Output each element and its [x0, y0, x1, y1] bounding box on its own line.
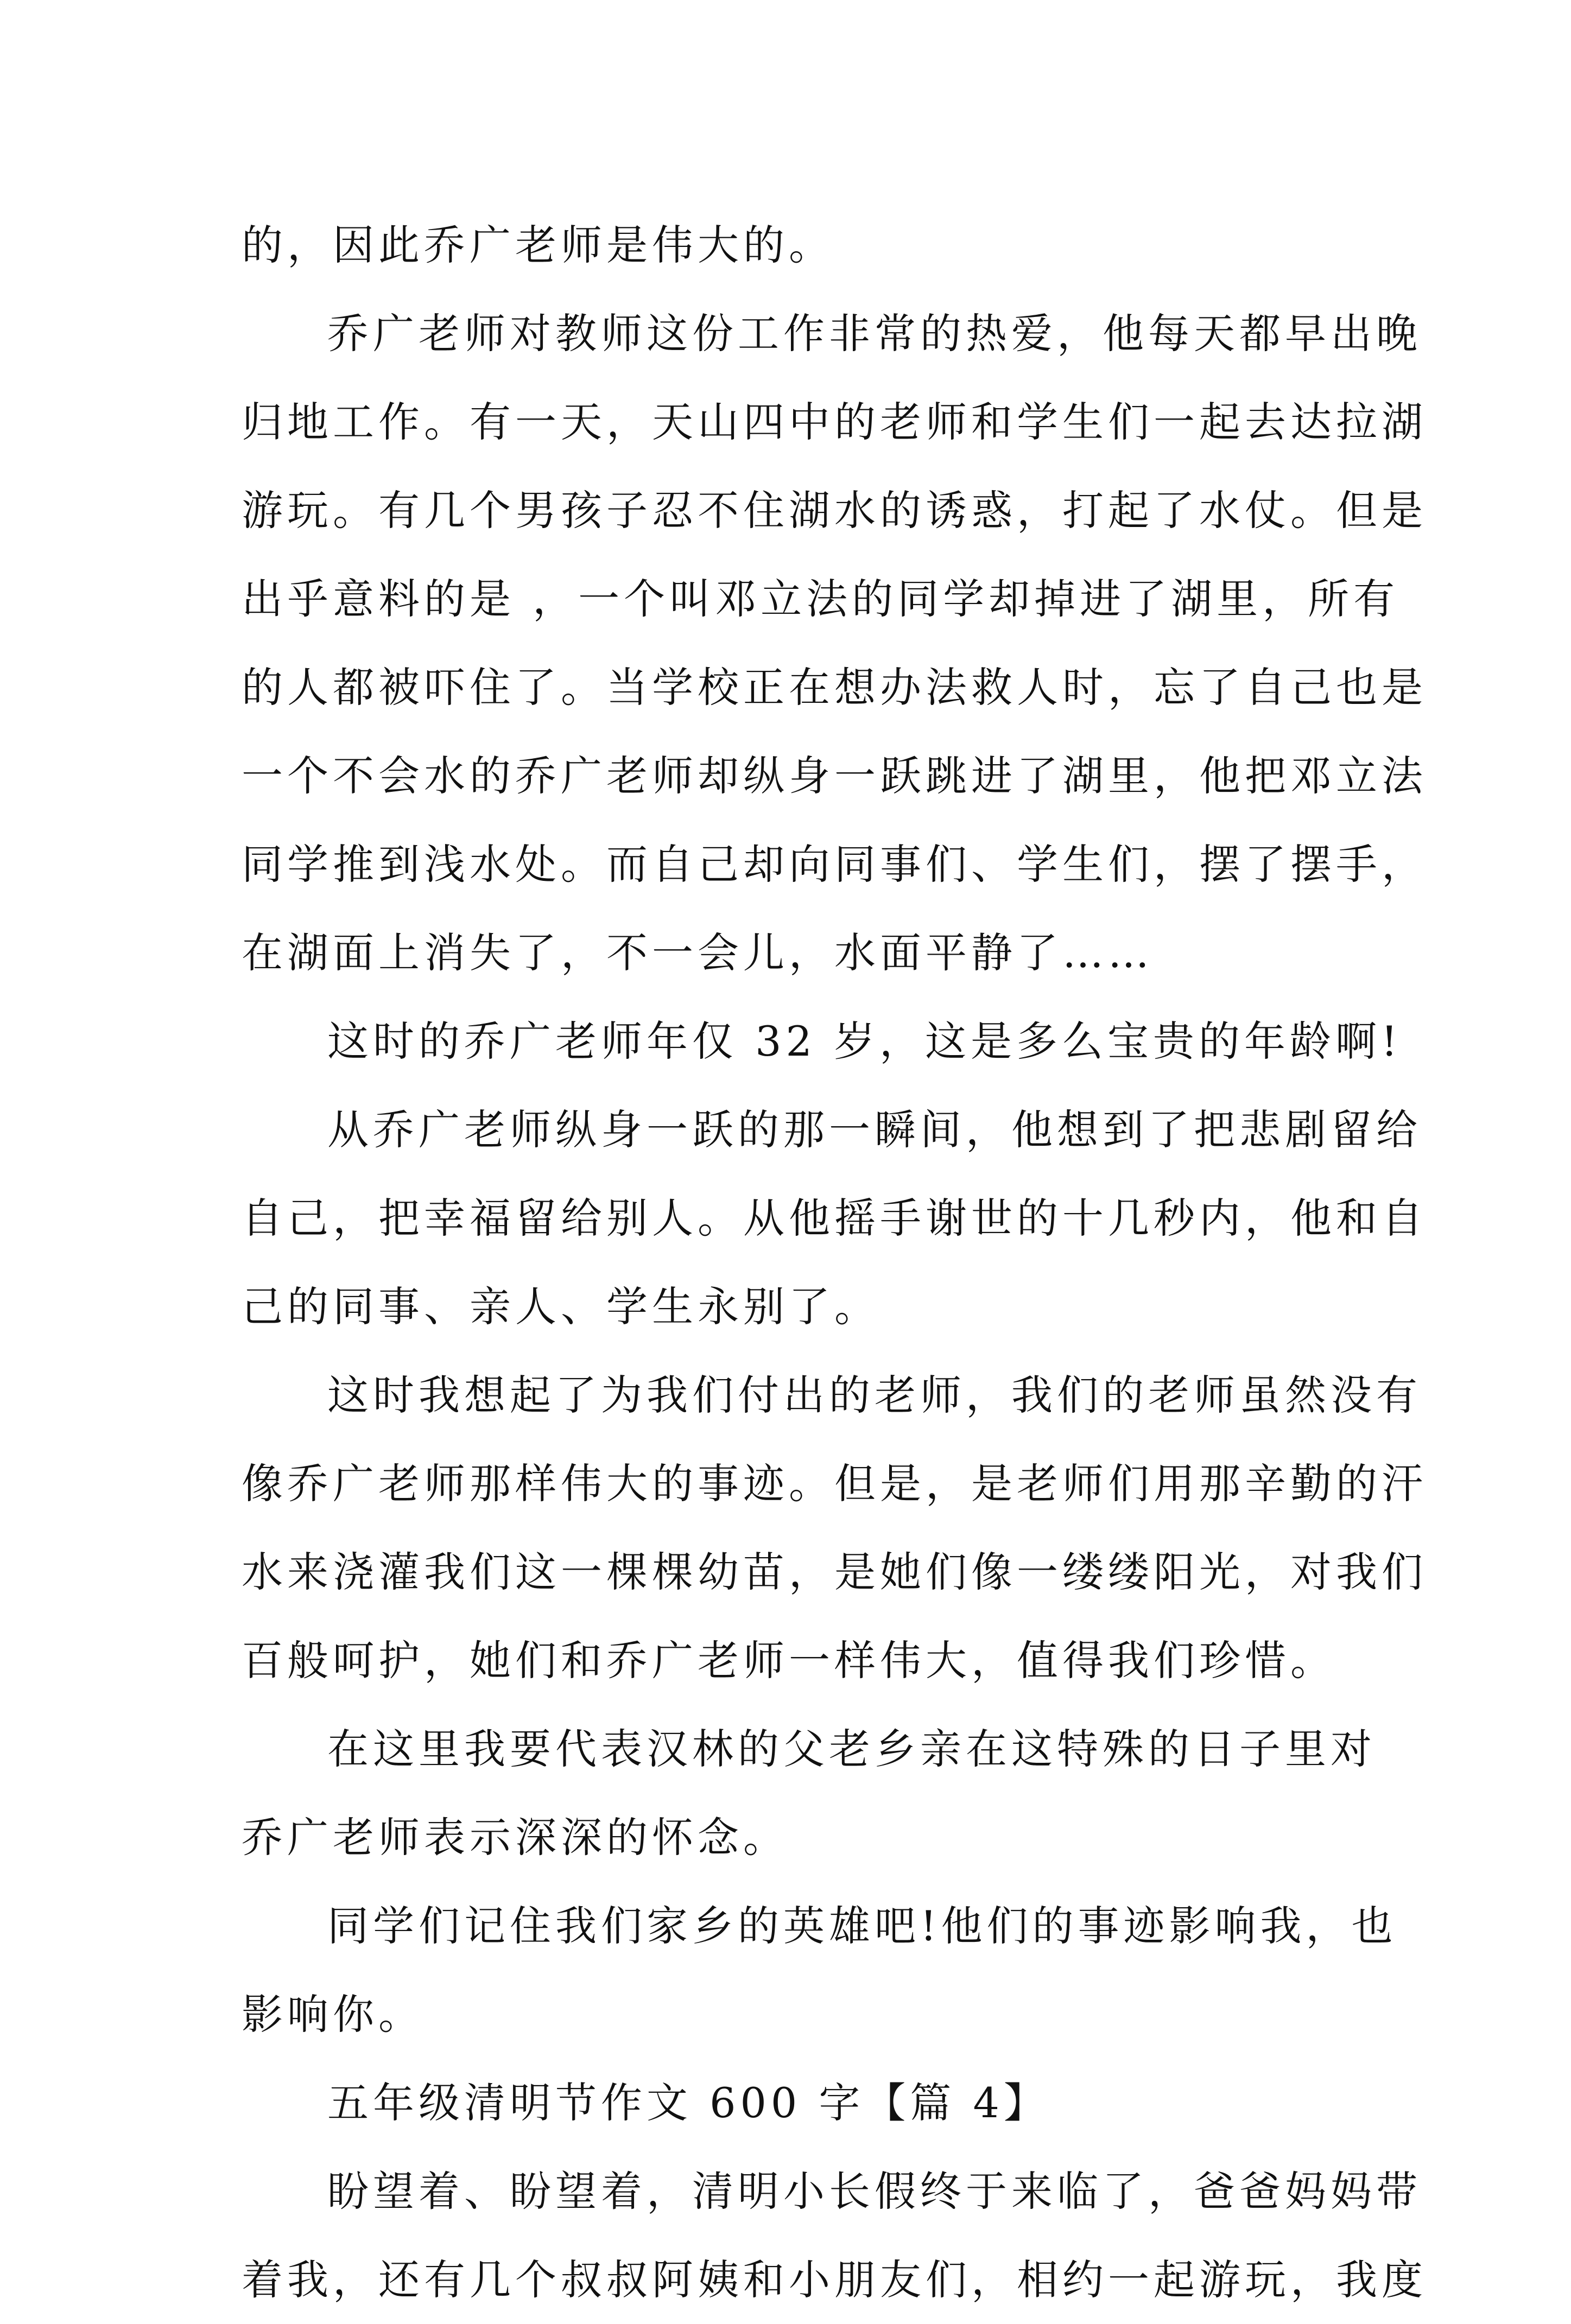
text-line: 己的同事、亲人、学生永别了。: [242, 1282, 880, 1331]
text-line: 盼望着、盼望着，清明小长假终于来临了，爸爸妈妈带: [327, 2167, 1422, 2215]
text-line: 的，因此乔广老师是伟大的。: [242, 221, 834, 269]
text-line: 的人都被吓住了。当学校正在想办法救人时，忘了自己也是: [242, 663, 1427, 712]
text-line: 游玩。有几个男孩子忍不住湖水的诱惑，打起了水仗。但是: [242, 486, 1427, 535]
text-line: 乔广老师表示深深的怀念。: [242, 1813, 789, 1862]
text-line: 归地工作。有一天，天山四中的老师和学生们一起去达拉湖: [242, 398, 1427, 446]
text-line: 自己，把幸福留给别人。从他摇手谢世的十几秒内，他和自: [242, 1194, 1427, 1242]
text-line: 这时的乔广老师年仅 32 岁，这是多么宝贵的年龄啊!: [327, 1017, 1402, 1065]
text-line: 同学推到浅水处。而自己却向同事们、学生们，摆了摆手，: [242, 840, 1427, 888]
text-line: 这时我想起了为我们付出的老师，我们的老师虽然没有: [327, 1371, 1422, 1419]
section-heading: 五年级清明节作文 600 字【篇 4】: [327, 2079, 1049, 2127]
text-line: 同学们记住我们家乡的英雄吧!他们的事迹影响我，也: [327, 1902, 1397, 1950]
text-line: 像乔广老师那样伟大的事迹。但是，是老师们用那辛勤的汗: [242, 1459, 1427, 1508]
text-line: 水来浇灌我们这一棵棵幼苗，是她们像一缕缕阳光，对我们: [242, 1548, 1427, 1596]
text-line: 从乔广老师纵身一跃的那一瞬间，他想到了把悲剧留给: [327, 1106, 1422, 1154]
document-body: [242, 201, 1427, 2324]
text-line: 在湖面上消失了，不一会儿，水面平静了……: [242, 929, 1154, 977]
text-line: 在这里我要代表汉林的父老乡亲在这特殊的日子里对: [327, 1725, 1376, 1773]
text-line: 乔广老师对教师这份工作非常的热爱，他每天都早出晚: [327, 309, 1422, 358]
text-line: 出乎意料的是 ，一个叫邓立法的同学却掉进了湖里，所有: [242, 575, 1399, 623]
text-line: 影响你。: [242, 1990, 424, 2039]
text-line: 一个不会水的乔广老师却纵身一跃跳进了湖里，他把邓立法: [242, 752, 1427, 800]
text-line: 着我，还有几个叔叔阿姨和小朋友们，相约一起游玩，我度: [242, 2256, 1427, 2304]
text-line: 百般呵护，她们和乔广老师一样伟大，值得我们珍惜。: [242, 1636, 1336, 1685]
